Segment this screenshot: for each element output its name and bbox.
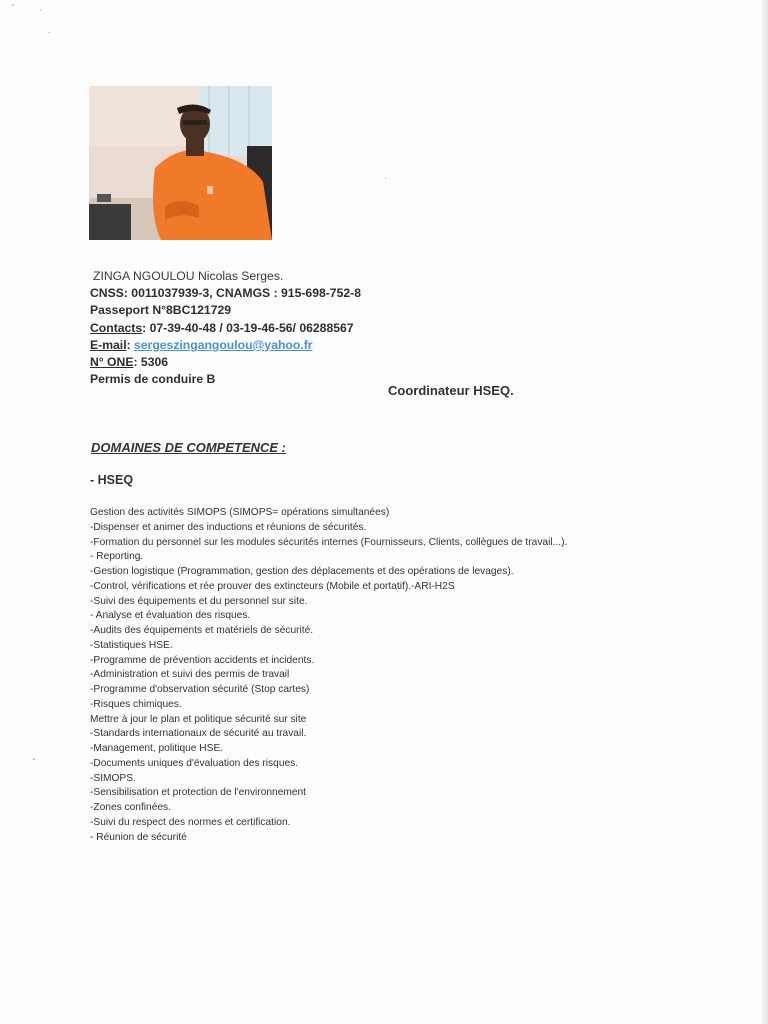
one-value: : 5306 xyxy=(133,355,169,370)
competence-item: -Documents uniques d'évaluation des risques. xyxy=(90,757,299,769)
profile-photo-drawing xyxy=(89,86,272,240)
competence-item: -Suivi des équipements et du personnel sur site. xyxy=(90,595,308,607)
contacts-line xyxy=(90,320,510,337)
competence-item: - Analyse et évaluation des risques. xyxy=(90,610,251,622)
scan-edge xyxy=(762,0,768,1024)
one-label: N° ONE xyxy=(90,355,134,370)
competence-item: -Statistiques HSE. xyxy=(90,639,173,651)
competence-item: Mettre à jour le plan et politique sécurité sur site xyxy=(90,713,307,725)
competence-item: -Programme d'observation sécurité (Stop cartes) xyxy=(90,684,310,695)
competence-item: -SIMOPS. xyxy=(90,772,136,784)
scan-speck xyxy=(48,32,50,33)
profile-photo xyxy=(89,86,272,240)
license-line: Permis de conduire B xyxy=(90,372,216,387)
email-link[interactable]: sergeszingangoulou@yahoo.fr xyxy=(134,337,313,352)
competence-item: -Risques chimiques. xyxy=(90,698,182,710)
competence-item: -Programme de prévention accidents et incidents. xyxy=(90,654,315,666)
one-line xyxy=(90,354,510,371)
competence-item: -Dispenser et animer des inductions et réunions de sécurités. xyxy=(90,521,367,533)
scan-speck xyxy=(385,178,387,179)
scan-speck xyxy=(12,4,14,6)
competence-item: Gestion des activités SIMOPS (SIMOPS= opérations simultanées) xyxy=(90,507,390,518)
competence-item: -Suivi du respect des normes et certification. xyxy=(90,816,291,828)
competence-item: -Control, vérifications et rée prouver des extincteurs (Mobile et portatif).-ARI-H2S xyxy=(90,580,455,592)
job-title: Coordinateur HSEQ. xyxy=(388,383,514,398)
cnss-line: CNSS: 0011037939-3, CNAMGS : 915-698-752-8 xyxy=(90,286,361,301)
scan-speck xyxy=(40,9,41,11)
passport-line: Passeport N°8BC121729 xyxy=(90,303,232,318)
competence-item: -Gestion logistique (Programmation, gestion des déplacements et des opérations de levages). xyxy=(90,566,514,577)
competence-item: - Réunion de sécurité xyxy=(90,831,187,843)
contacts-label: Contacts xyxy=(90,320,143,335)
competence-item: -Standards internationaux de sécurité au travail. xyxy=(90,728,307,740)
competence-item: -Formation du personnel sur les modules sécurités internes (Fournisseurs, Clients, collègues de travail...). xyxy=(90,536,568,548)
email-label: E-mail xyxy=(90,337,127,352)
section-heading: DOMAINES DE COMPETENCE : xyxy=(91,440,287,455)
candidate-name: ZINGA NGOULOU Nicolas Serges. xyxy=(93,269,284,283)
competence-item: -Zones confinées. xyxy=(90,802,171,813)
competence-item: -Sensibilisation et protection de l'environnement xyxy=(90,787,307,799)
identity-block xyxy=(90,268,510,388)
scan-speck xyxy=(33,758,35,760)
competence-item: -Audits des équipements et matériels de sécurité. xyxy=(90,625,314,636)
email-line xyxy=(90,337,510,354)
competence-list xyxy=(90,506,650,845)
competence-item: -Management, politique HSE. xyxy=(90,743,224,754)
competence-item: -Administration et suivi des permis de travail xyxy=(90,669,290,681)
email-separator: : xyxy=(126,337,135,352)
competence-item: - Reporting. xyxy=(90,551,144,563)
sub-heading: - HSEQ xyxy=(90,473,134,487)
contacts-value: : 07-39-40-48 / 03-19-46-56/ 06288567 xyxy=(142,320,354,335)
